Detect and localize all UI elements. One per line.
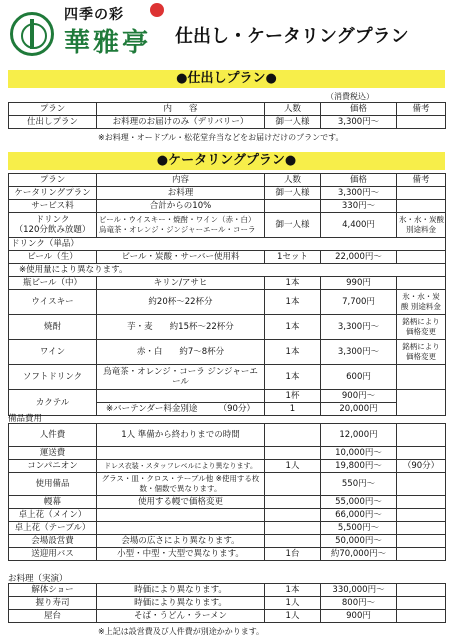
table-cell xyxy=(397,187,446,200)
catering-banner: ●ケータリングプラン● xyxy=(8,152,445,170)
table-cell: ワイン xyxy=(9,340,97,365)
table-cell xyxy=(97,213,265,238)
table-cell: 会場の広さにより異なります。 xyxy=(97,535,265,548)
header xyxy=(0,0,453,62)
table-cell xyxy=(397,424,446,447)
table-cell: 芋・麦 約15杯〜22杯分 xyxy=(97,315,265,340)
table-cell xyxy=(9,213,97,238)
table-cell xyxy=(265,535,321,548)
table-cell: 22,000円〜 xyxy=(321,251,397,264)
table-cell xyxy=(397,548,446,561)
table-cell: 解体ショー xyxy=(9,584,97,597)
table-cell xyxy=(265,473,321,496)
table-cell: 900円〜 xyxy=(321,390,397,403)
header-cell: プラン xyxy=(9,103,97,116)
header-cell: 価格 xyxy=(321,103,397,116)
table-cell: 時価により異なります。 xyxy=(97,584,265,597)
brand-name: 華雅亭 xyxy=(64,28,152,58)
jisshou-table xyxy=(8,583,446,623)
table-row xyxy=(9,390,446,403)
table-cell xyxy=(97,447,265,460)
table-cell: 990円 xyxy=(321,277,397,290)
table-cell xyxy=(265,200,321,213)
tax-note: （消費税込） xyxy=(326,92,374,101)
table-row xyxy=(9,610,446,623)
table-cell: ソフトドリンク xyxy=(9,365,97,390)
table-row xyxy=(9,548,446,561)
table-row xyxy=(9,424,446,447)
table-cell xyxy=(265,447,321,460)
jisshou-label: お料理（実演） xyxy=(8,574,68,584)
table-cell: 御一人様 xyxy=(265,187,321,200)
table-row xyxy=(9,277,446,290)
header-cell: 内 容 xyxy=(97,103,265,116)
table-cell: 1人 xyxy=(265,597,321,610)
table-row xyxy=(9,315,446,340)
table-cell: そば・うどん・ラーメン xyxy=(97,610,265,623)
page-title: 仕出し・ケータリングプラン xyxy=(175,26,409,47)
table-cell: 600円 xyxy=(321,365,397,390)
table-cell: ※バーテンダー料金別途 （90分） xyxy=(97,403,265,416)
header-cell: 内容 xyxy=(97,174,265,187)
table-cell: ケータリングプラン xyxy=(9,187,97,200)
table-cell xyxy=(397,213,446,238)
beer-note: ※使用量により異なります。 xyxy=(9,264,446,277)
table-row xyxy=(9,509,446,522)
equipment-table xyxy=(8,423,446,561)
table-row xyxy=(9,597,446,610)
table-cell xyxy=(397,522,446,535)
table-cell: 7,700円 xyxy=(321,290,397,315)
table-cell: 1本 xyxy=(265,277,321,290)
shidashi-note: ※お料理・オードブル・松花堂弁当などをお届けだけのプランです。 xyxy=(98,133,344,142)
table-cell xyxy=(397,584,446,597)
table-cell xyxy=(397,116,446,129)
table-cell: 使用する幔で価格変更 xyxy=(97,496,265,509)
table-cell: 屋台 xyxy=(9,610,97,623)
table-cell xyxy=(97,522,265,535)
table-cell: 3,300円〜 xyxy=(321,116,397,129)
table-cell: 1杯 xyxy=(265,390,321,403)
table-cell: 3,300円〜 xyxy=(321,315,397,340)
table-cell: 約20杯〜22杯分 xyxy=(97,290,265,315)
table-cell: 銘柄により 価格変更 xyxy=(397,340,446,365)
drink-plan-sub: （120分飲み放題） xyxy=(14,225,91,235)
table-cell: （90分） xyxy=(397,460,446,473)
table-cell xyxy=(397,365,446,390)
table-cell: 合計からの10% xyxy=(97,200,265,213)
table-cell: 烏竜茶・オレンジ・コーラ ジンジャーエール xyxy=(97,365,265,390)
catering-table xyxy=(8,173,446,416)
header-cell: 価格 xyxy=(321,174,397,187)
table-cell: 3,300円〜 xyxy=(321,340,397,365)
table-cell xyxy=(397,277,446,290)
table-cell: カクテル xyxy=(9,390,97,416)
table-row xyxy=(9,522,446,535)
drink-plan-line1: ビール・ウイスキー・焼酎・ワイン（赤・白） xyxy=(99,215,256,224)
table-row xyxy=(9,584,446,597)
table-cell: 1台 xyxy=(265,548,321,561)
table-cell: 1 xyxy=(265,403,321,416)
table-row xyxy=(9,290,446,315)
table-cell: 1本 xyxy=(265,340,321,365)
table-cell: 4,400円 xyxy=(321,213,397,238)
table-cell xyxy=(265,522,321,535)
table-cell: 握り寿司 xyxy=(9,597,97,610)
table-cell: 卓上花（テーブル） xyxy=(9,522,97,535)
table-cell: ウイスキー xyxy=(9,290,97,315)
table-header-row xyxy=(9,174,446,187)
table-row xyxy=(9,251,446,264)
table-cell: コンパニオン xyxy=(9,460,97,473)
table-cell: 会場設営費 xyxy=(9,535,97,548)
table-cell: 3,300円〜 xyxy=(321,187,397,200)
table-cell: 赤・白 約7〜8杯分 xyxy=(97,340,265,365)
table-cell: 1本 xyxy=(265,290,321,315)
table-cell: 55,000円〜 xyxy=(321,496,397,509)
table-cell: 330円〜 xyxy=(321,200,397,213)
table-row xyxy=(9,496,446,509)
table-cell: 1セット xyxy=(265,251,321,264)
table-cell: 仕出しプラン xyxy=(9,116,97,129)
table-row xyxy=(9,535,446,548)
table-cell: 卓上花（メイン） xyxy=(9,509,97,522)
logo-icon xyxy=(10,12,54,56)
header-cell: 備考 xyxy=(397,103,446,116)
table-cell: 900円 xyxy=(321,610,397,623)
table-cell: 使用備品 xyxy=(9,473,97,496)
table-cell: 人件費 xyxy=(9,424,97,447)
header-cell: 人数 xyxy=(265,174,321,187)
table-cell: 瓶ビール（中） xyxy=(9,277,97,290)
drink-plan-line2: 烏竜茶・オレンジ・ジンジャーエール・コーラ xyxy=(99,225,256,234)
table-cell: 1本 xyxy=(265,365,321,390)
table-cell: 550円〜 xyxy=(321,473,397,496)
table-cell: 1本 xyxy=(265,584,321,597)
table-cell: グラス・皿・クロス・テーブル他 ※使用する枚数・個数で異なります。 xyxy=(97,473,265,496)
drink-plan-name: ドリンク xyxy=(35,215,70,225)
table-cell: 御一人様 xyxy=(265,116,321,129)
equipment-label: 備品費用 xyxy=(8,414,43,424)
table-cell: 運送費 xyxy=(9,447,97,460)
table-cell: 5,500円〜 xyxy=(321,522,397,535)
table-cell xyxy=(397,597,446,610)
table-cell: 19,800円〜 xyxy=(321,460,397,473)
table-cell: キリン/アサヒ xyxy=(97,277,265,290)
table-row xyxy=(9,200,446,213)
flower-icon xyxy=(150,3,164,17)
table-row xyxy=(9,447,446,460)
table-cell xyxy=(265,496,321,509)
table-cell: 幔幕 xyxy=(9,496,97,509)
table-cell xyxy=(97,390,265,403)
table-cell xyxy=(397,610,446,623)
table-cell: ビール（生） xyxy=(9,251,97,264)
table-cell: 20,000円 xyxy=(321,403,397,416)
table-cell: 約70,000円〜 xyxy=(321,548,397,561)
table-header-row xyxy=(9,103,446,116)
table-cell: 銘柄により 価格変更 xyxy=(397,315,446,340)
table-row xyxy=(9,340,446,365)
table-cell xyxy=(397,473,446,496)
brand-subtitle: 四季の彩 xyxy=(64,7,124,23)
table-row xyxy=(9,460,446,473)
table-cell xyxy=(397,535,446,548)
header-cell: 人数 xyxy=(265,103,321,116)
table-cell: 10,000円〜 xyxy=(321,447,397,460)
table-cell: 氷・水・炭酸 別途料金 xyxy=(397,290,446,315)
tanpin-label: ドリンク（単品） xyxy=(9,238,446,251)
table-cell: 送迎用バス xyxy=(9,548,97,561)
table-cell: お料理のお届けのみ（デリバリー） xyxy=(97,116,265,129)
table-cell: 66,000円〜 xyxy=(321,509,397,522)
table-cell xyxy=(397,447,446,460)
table-row xyxy=(9,238,446,251)
table-row-drink-plan xyxy=(9,213,446,238)
table-cell: 50,000円〜 xyxy=(321,535,397,548)
table-cell: 1本 xyxy=(265,315,321,340)
table-cell: 1人 xyxy=(265,460,321,473)
table-cell: 小型・中型・大型で異なります。 xyxy=(97,548,265,561)
table-row xyxy=(9,365,446,390)
table-cell xyxy=(265,424,321,447)
table-row xyxy=(9,187,446,200)
table-cell: サービス料 xyxy=(9,200,97,213)
table-cell: 1人 準備から終わりまでの時間 xyxy=(97,424,265,447)
header-cell: プラン xyxy=(9,174,97,187)
table-cell xyxy=(97,509,265,522)
jisshou-note: ※上記は設営費及び人件費が別途かかります。 xyxy=(98,627,265,636)
shidashi-table xyxy=(8,102,446,129)
table-cell: 800円〜 xyxy=(321,597,397,610)
table-cell: ビール・炭酸・サーバー使用料 xyxy=(97,251,265,264)
table-row xyxy=(9,264,446,277)
table-cell xyxy=(397,509,446,522)
table-cell xyxy=(397,200,446,213)
table-row xyxy=(9,473,446,496)
shidashi-banner: ●仕出しプラン● xyxy=(8,70,445,88)
table-cell: 330,000円〜 xyxy=(321,584,397,597)
drink-plan-remark2: 別途料金 xyxy=(406,225,436,234)
header-cell: 備考 xyxy=(397,174,446,187)
table-cell: ドレス衣装・スタッフレベルにより異なります。 xyxy=(97,460,265,473)
table-cell xyxy=(397,496,446,509)
table-cell: 時価により異なります。 xyxy=(97,597,265,610)
drink-plan-remark1: 氷・水・炭酸 xyxy=(399,215,444,224)
table-cell xyxy=(397,390,446,416)
table-cell: 1人 xyxy=(265,610,321,623)
table-row xyxy=(9,116,446,129)
table-cell: 12,000円 xyxy=(321,424,397,447)
table-cell: お料理 xyxy=(97,187,265,200)
table-cell: 焼酎 xyxy=(9,315,97,340)
table-cell xyxy=(397,251,446,264)
table-cell xyxy=(265,509,321,522)
table-cell: 御一人様 xyxy=(265,213,321,238)
